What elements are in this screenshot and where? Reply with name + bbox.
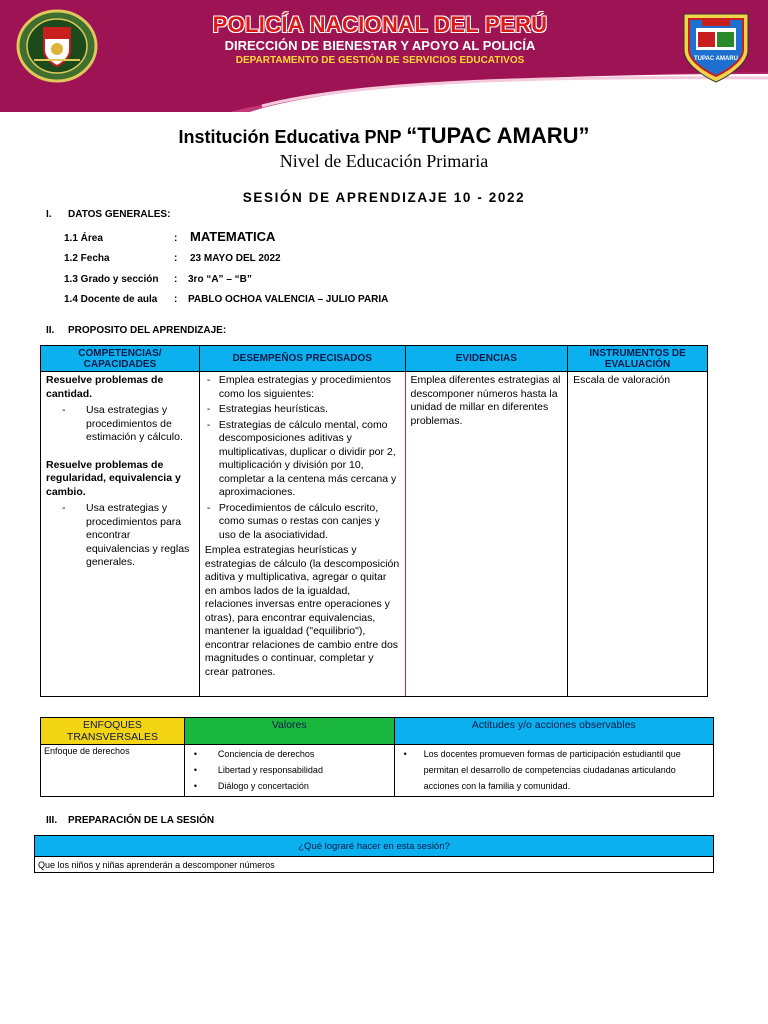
datos-value-fecha: 23 MAYO DEL 2022: [190, 253, 281, 264]
purpose-table-row: [41, 372, 708, 697]
competencia-1: Resuelve problemas de cantidad.: [46, 374, 164, 400]
desempeno-extra: Emplea estrategias heurísticas y estrategias de cálculo (la descomposición aditiva y multiplicativa, agregar o quitar en ambos lados de la igualdad, relaciones inversas entre operaciones y otras), para encontrar equivalencias, mantener la igualdad ("equilibrio"), encontrar relaciones de cambio entre dos magnitudes o continuar, completar y crear patrones.: [204, 544, 400, 678]
institution-prefix: Institución Educativa PNP: [178, 127, 407, 147]
banner-department: DEPARTAMENTO DE GESTIÓN DE SERVICIOS EDUCATIVOS: [235, 55, 525, 66]
enfoques-table: [40, 717, 714, 797]
desempeno-item: - Emplea estrategias y procedimientos como los siguientes:: [205, 374, 400, 401]
school-emblem-icon: [676, 6, 756, 86]
desempeno-item: - Estrategias de cálculo mental, como descomposiciones aditivas y multiplicativas, duplicar o dividir por 2, multiplicación y división por 10, completar a la centena más cercana y aproximaciones.: [205, 419, 400, 500]
capacidad-2: - Usa estrategias y procedimientos para encontrar equivalencias y reglas generales.: [46, 502, 194, 570]
valor-item: • Conciencia de derechos: [188, 746, 391, 762]
datos-sep-area: :: [174, 233, 178, 244]
session-goal-header-row: [35, 836, 714, 857]
desempeno-item: - Procedimientos de cálculo escrito, como sumas o restas con canjes y uso de la asociatividad.: [205, 502, 400, 543]
datos-sep-grado: :: [174, 274, 178, 285]
datos-value-grado: 3ro “A” – “B”: [188, 274, 252, 285]
institution-name: “TUPAC AMARU”: [406, 123, 590, 148]
section-3-number: III.: [46, 815, 58, 826]
police-emblem-icon: [16, 8, 98, 84]
desempenos-cell: [199, 372, 405, 697]
section-2-heading: [46, 325, 226, 336]
datos-value-area: MATEMATICA: [190, 229, 276, 244]
capacidad-1: - Usa estrategias y procedimientos de estimación y cálculo.: [46, 404, 194, 445]
desempenos-list: [205, 374, 400, 542]
valores-list: [188, 746, 391, 794]
school-emblem-label: TUPAC AMARU: [694, 56, 738, 62]
session-goal-text: Que los niños y niñas aprenderán a descomponer números: [35, 857, 714, 873]
valor-item: • Libertad y responsabilidad: [188, 762, 391, 778]
session-title: SESIÓN DE APRENDIZAJE 10 - 2022: [242, 190, 526, 205]
evidencias-cell: Emplea diferentes estrategias al descomponer números hasta la unidad de millar en diferentes problemas.: [405, 372, 568, 697]
purpose-table: [40, 345, 708, 697]
institution-title: [0, 123, 768, 149]
datos-label-fecha: 1.2 Fecha: [64, 253, 110, 264]
banner-title: POLICÍA NACIONAL DEL PERÚ: [212, 12, 548, 37]
section-1-label: DATOS GENERALES:: [68, 209, 171, 220]
header-desempenos: DESEMPEÑOS PRECISADOS: [199, 346, 405, 372]
banner-subtitle: DIRECCIÓN DE BIENESTAR Y APOYO AL POLICÍA: [224, 38, 536, 53]
section-1-number: I.: [46, 209, 52, 220]
section-3-heading: [46, 815, 214, 826]
actitudes-cell: [394, 745, 713, 797]
instrumento-cell: Escala de valoración: [568, 372, 708, 697]
competencias-cell: [41, 372, 200, 697]
session-goal-table: [34, 835, 714, 873]
section-3-label: PREPARACIÓN DE LA SESIÓN: [68, 815, 215, 826]
section-2-number: II.: [46, 325, 55, 336]
header-competencias: COMPETENCIAS/ CAPACIDADES: [41, 346, 200, 372]
header-valores: Valores: [184, 718, 394, 745]
enfoques-table-header: [41, 718, 714, 745]
enfoques-table-row: [41, 745, 714, 797]
section-2-label: PROPOSITO DEL APRENDIZAJE:: [68, 325, 227, 336]
datos-sep-fecha: :: [174, 253, 178, 264]
datos-label-grado: 1.3 Grado y sección: [64, 274, 159, 285]
header-enfoques: ENFOQUES TRANSVERSALES: [41, 718, 185, 745]
valores-cell: [184, 745, 394, 797]
valor-item: • Diálogo y concertación: [188, 778, 391, 794]
header-evidencias: EVIDENCIAS: [405, 346, 568, 372]
competencia-2: Resuelve problemas de regularidad, equivalencia y cambio.: [46, 458, 181, 498]
actitudes-list: [398, 746, 710, 794]
datos-sep-docente: :: [174, 294, 178, 305]
enfoque-cell: Enfoque de derechos: [41, 745, 185, 797]
session-goal-row: [35, 857, 714, 873]
datos-value-docente: PABLO OCHOA VALENCIA – JULIO PARIA: [188, 294, 389, 305]
datos-label-docente: 1.4 Docente de aula: [64, 294, 158, 305]
header-actitudes: Actitudes y/o acciones observables: [394, 718, 713, 745]
actitud-item: • Los docentes promueven formas de participación estudiantil que permitan el desarrollo de competencias ciudadanas articulando acciones con la familia y comunidad.: [398, 746, 710, 794]
desempeno-item: - Estrategias heurísticas.: [205, 403, 400, 417]
section-1-heading: [46, 209, 170, 220]
level-title: Nivel de Educación Primaria: [279, 151, 489, 171]
purpose-table-header: [41, 346, 708, 372]
session-goal-header: ¿Qué lograré hacer en esta sesión?: [35, 836, 714, 857]
header-instrumentos: INSTRUMENTOS DE EVALUACIÓN: [568, 346, 708, 372]
datos-label-area: 1.1 Área: [64, 233, 103, 244]
